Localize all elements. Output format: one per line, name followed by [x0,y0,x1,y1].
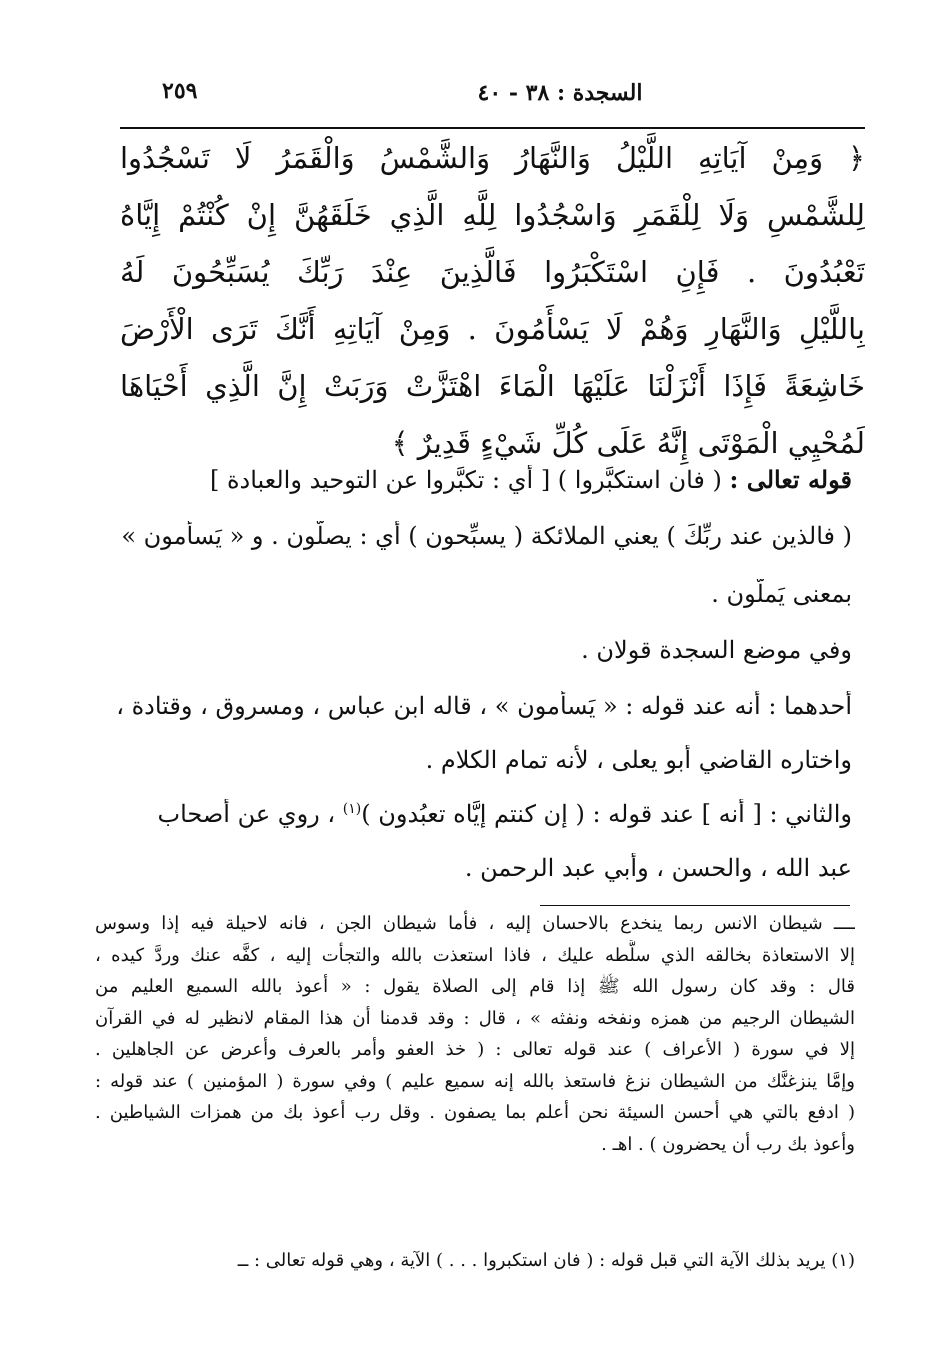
footnote-line: الشيطان الرجيم من همزه ونفخه ونفثه » ، قال : وقد قدمنا أن هذا المقام لانظير له في القرآن [95,1007,855,1029]
commentary-line [112,799,852,829]
footnote-line: ــــ شيطان الانس ربما ينخدع بالاحسان إليه ، فأما شيطان الجن ، فانه لاحيلة فيه إذا وسوس [95,913,855,934]
footnote-reference: (١) [342,801,362,817]
commentary-line: أحدهما : أنه عند قوله : « يَسأمون » ، قاله ابن عباس ، ومسروق ، وقتادة ، [116,692,852,720]
header-rule [120,127,865,129]
commentary-text: والثاني : [ أنه ] عند قوله : ( إن كنتم إيَّاه تعبُدون ) [361,800,852,828]
footnote-line: ( ادفع بالتي هي أحسن السيئة نحن أعلم بما يصفون . وقل رب أعوذ بك من همزات الشياطين . [95,1102,855,1123]
commentary [112,465,852,883]
footnote-1: (١) يريد بذلك الآية التي قبل قوله : ( فان استكبروا . . . ) الآية ، وهي قوله تعالى : ــ [237,1250,855,1271]
verse-line: خَاشِعَةً فَإِذَا أَنْزَلْنَا عَلَيْهَا الْمَاءَ اهْتَزَّتْ وَرَبَتْ إِنَّ الَّذِي أَحْيَاهَا [120,369,865,403]
commentary-line [112,465,852,495]
commentary-line: واختاره القاضي أبو يعلى ، لأنه تمام الكلام . [425,746,852,774]
quran-verses [120,130,865,472]
page-number: ٢٥٩ [162,78,198,104]
verse-line: لِلشَّمْسِ وَلَا لِلْقَمَرِ وَاسْجُدُوا لِلَّهِ الَّذِي خَلَقَهُنَّ إِنْ كُنْتُمْ إِيَّاهُ [120,198,865,232]
footnote-line: وإمَّا ينزغنَّك من الشيطان نزغ فاستعذ بالله إنه سميع عليم ) وفي سورة ( المؤمنين ) عند قوله : [95,1070,855,1092]
verse-line: بِاللَّيْلِ وَالنَّهَارِ وَهُمْ لَا يَسْأَمُونَ . وَمِنْ آيَاتِهِ أَنَّكَ تَرَى الْأَرْضَ [120,312,865,346]
verse-line: لَمُحْيِي الْمَوْتَى إِنَّهُ عَلَى كُلِّ شَيْءٍ قَدِيرٌ ﴾ [391,426,865,460]
commentary-text: ( فان استكبَّروا ) [ أي : تكبَّروا عن التوحيد والعبادة ] [209,466,730,494]
verse-line: تَعْبُدُونَ . فَإِنِ اسْتَكْبَرُوا فَالَّذِينَ عِنْدَ رَبِّكَ يُسَبِّحُونَ لَهُ [120,255,865,289]
footnote-rule [540,905,850,906]
commentary-line: وفي موضع السجدة قولان . [581,636,852,664]
running-title: السجدة : ٣٨ - ٤٠ [477,80,643,106]
commentary-line: عبد الله ، والحسن ، وأبي عبد الرحمن . [464,854,852,882]
footnote-line: قال : وقد كان رسول الله ﷺ إذا قام إلى الصلاة يقول : « أعوذ بالله السميع العليم من [95,976,855,997]
footnote-line: إلا في سورة ( الأعراف ) عند قوله تعالى : ( خذ العفو وأمر بالعرف وأعرض عن الجاهلين . [95,1039,855,1060]
footnote-line: وأعوذ بك رب أن يحضرون ) . اهـ . [601,1133,855,1155]
verse-line: ﴿ وَمِنْ آيَاتِهِ اللَّيْلُ وَالنَّهَارُ وَالشَّمْسُ وَالْقَمَرُ لَا تَسْجُدُوا [120,141,865,175]
commentary-text: ، روي عن أصحاب [157,800,343,828]
commentary-lead: قوله تعالى : [729,465,852,494]
page-header [100,78,870,118]
footnote-line: إلا الاستعاذة بخالقه الذي سلَّطه عليك ، فاذا استعذت بالله والتجأت إليه ، كفَّه عنك وردَّ كيده ، [95,944,855,966]
commentary-line: بمعنى يَملُّون . [711,580,852,608]
footnotes [95,908,855,1160]
commentary-line: ( فالذين عند ربِّكَ ) يعني الملائكة ( يسبِّحون ) أي : يصلُّون . و « يَسأمون » [121,522,852,550]
